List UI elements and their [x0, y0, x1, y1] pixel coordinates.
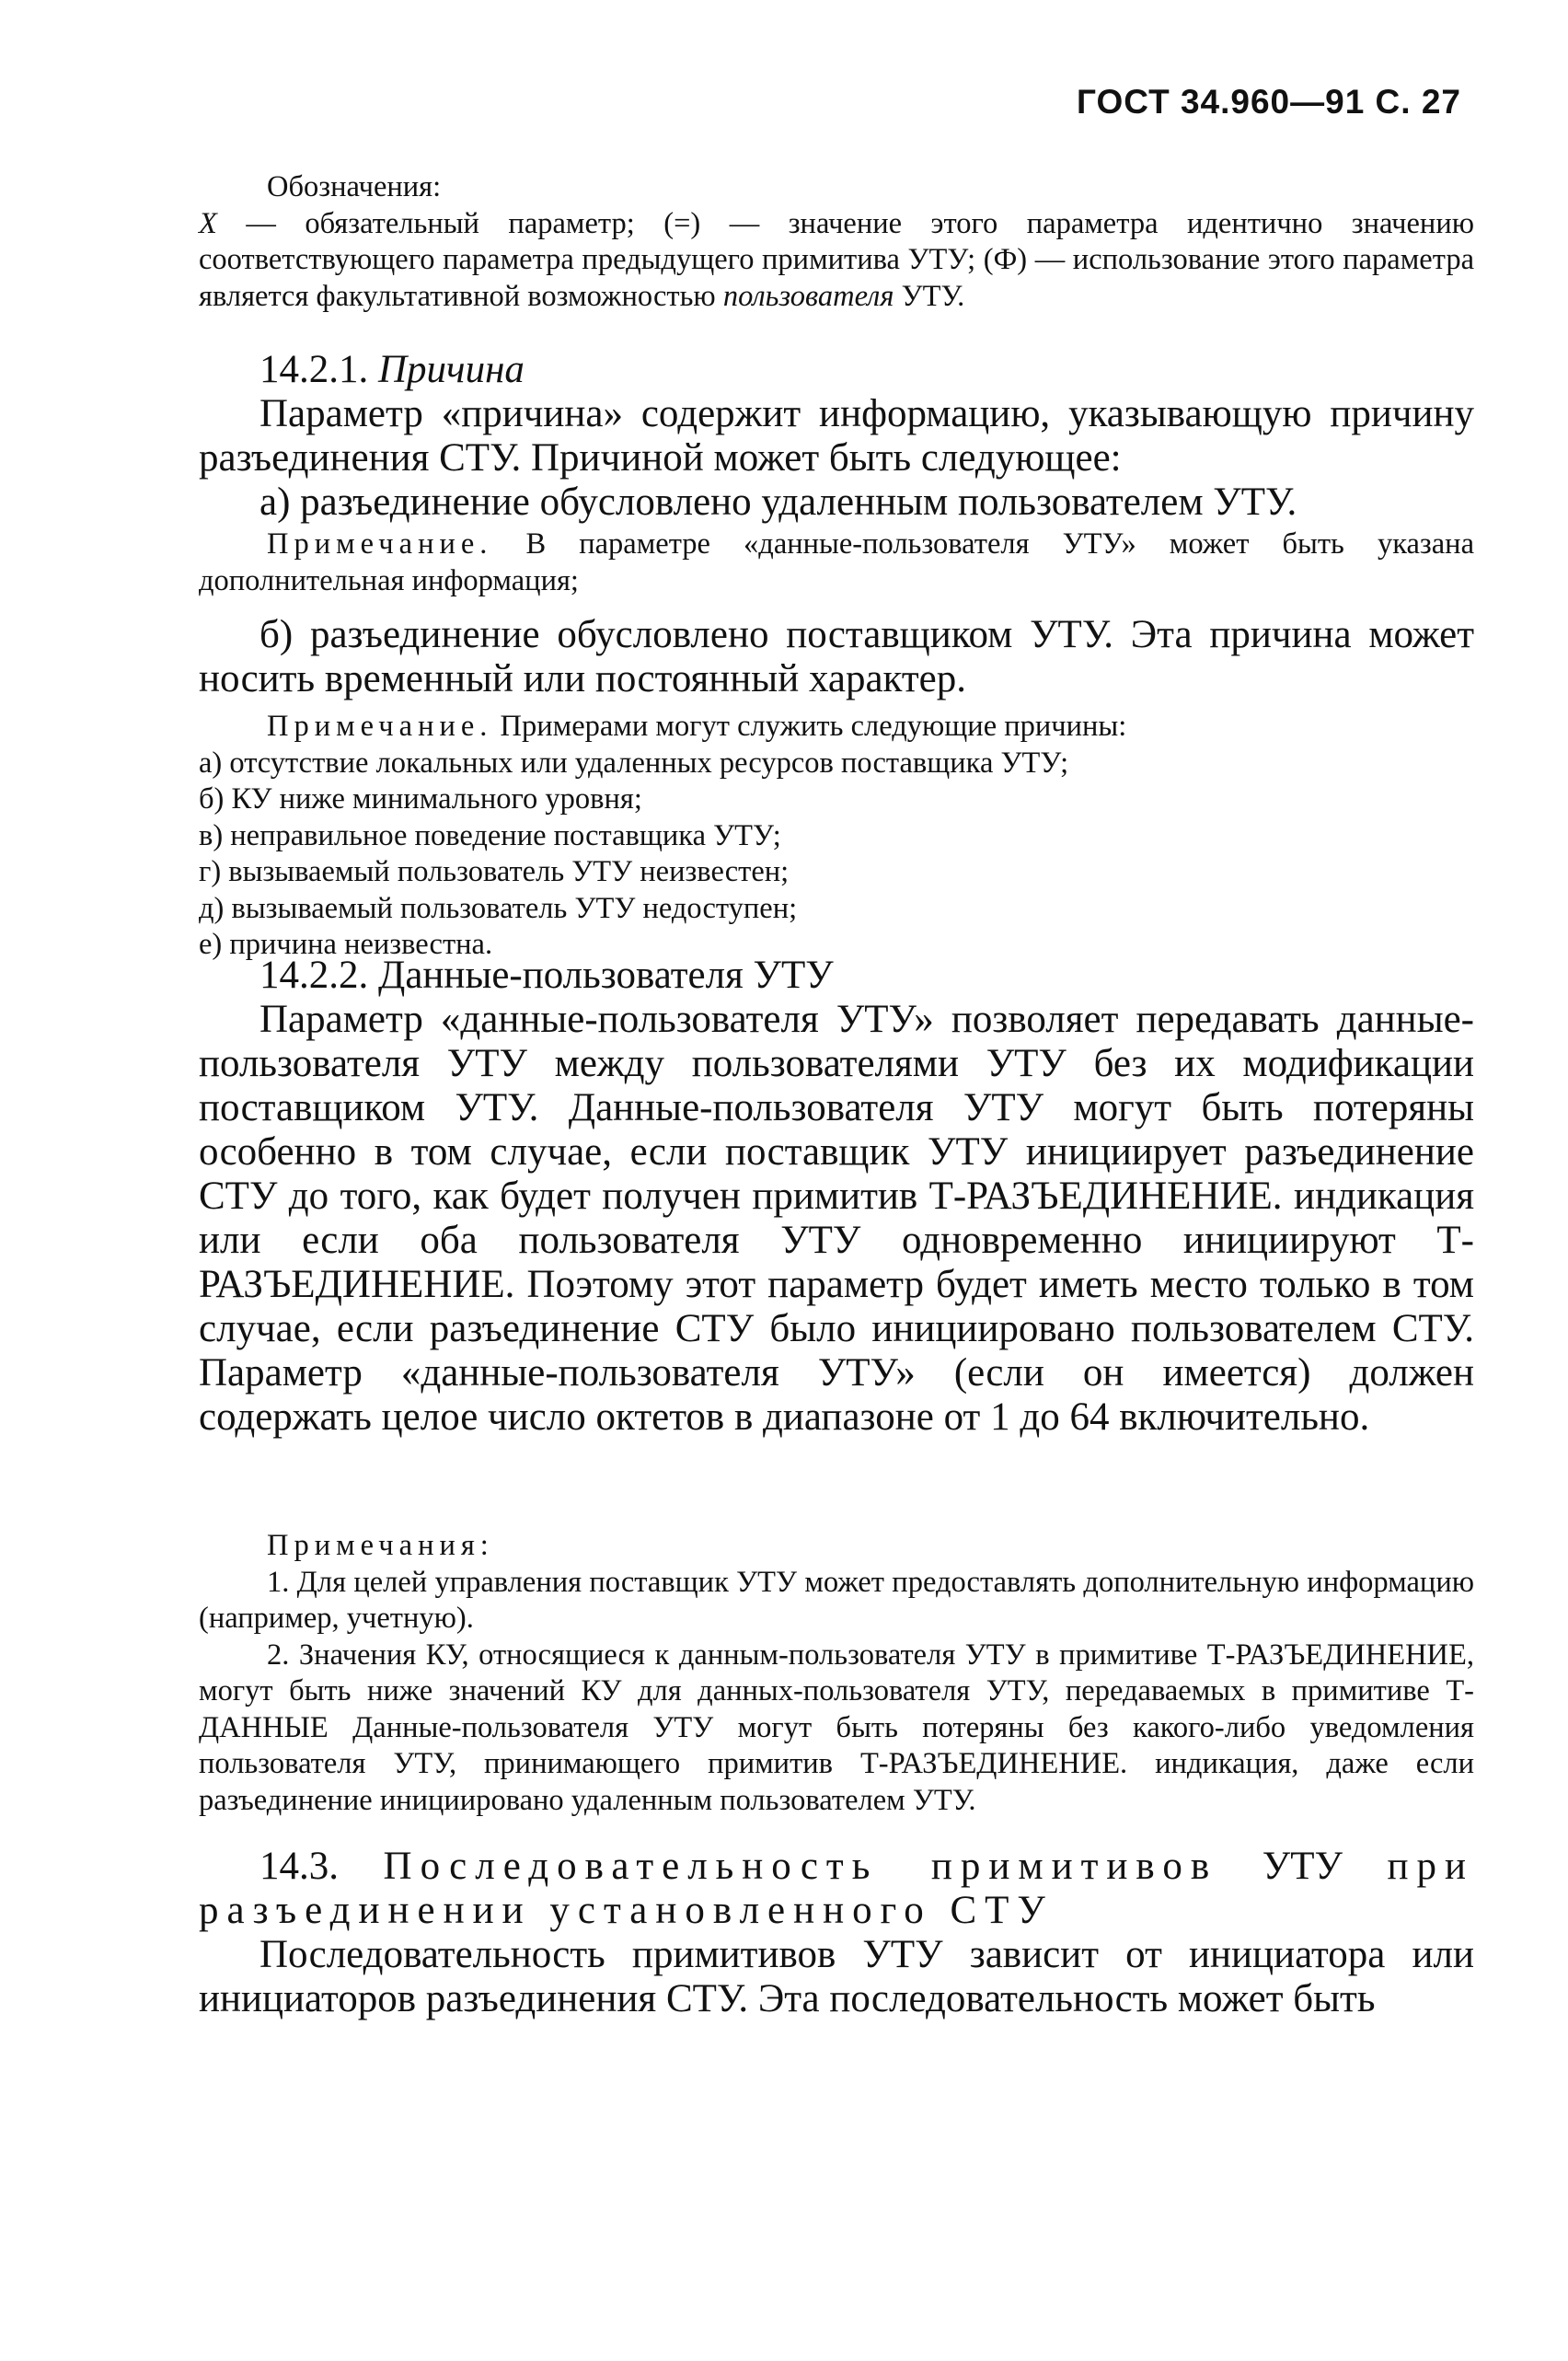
note-text [199, 527, 1474, 599]
section-title: Причина [378, 348, 525, 391]
list-item: д) вызываемый пользователь УТУ недоступен; [199, 891, 798, 925]
paragraph: Последовательность примитивов УТУ зависит от инициатора или инициаторов разъединения СТУ. Эта последовательность может быть [199, 1933, 1474, 2020]
legend-title: Обозначения: [267, 170, 442, 203]
list-item-a: а) разъединение обусловлено удаленным пользователем УТУ. [259, 480, 1297, 524]
section-title-c: при разъединении установленного СТУ [199, 1845, 1475, 1932]
note-body: Примерами могут служить следующие причины: [492, 710, 1127, 743]
legend-text [199, 206, 1474, 316]
notes-block [199, 1528, 1474, 1819]
paragraph: Параметр «причина» содержит информацию, указывающую причину разъединения СТУ. Причиной может быть следующее: [199, 392, 1474, 480]
list-item: б) КУ ниже минимального уровня; [199, 782, 642, 816]
list-item: е) причина неизвестна. [199, 928, 493, 961]
note-body: В параметре «данные-пользователя УТУ» может быть указана дополнительная информация; [199, 527, 1474, 597]
legend-end: УТУ. [894, 279, 965, 313]
legend-x-symbol: X [199, 206, 217, 240]
section-title-b: УТУ [1217, 1845, 1388, 1888]
section-heading [199, 348, 1474, 392]
section-number: 14.3. [259, 1845, 384, 1888]
section-heading: 14.2.2. Данные-пользователя УТУ [259, 954, 834, 997]
note-text [199, 709, 1474, 746]
note-a [199, 527, 1474, 599]
note-2: 2. Значения КУ, относящиеся к данным-пользователя УТУ в примитиве Т-РАЗЪЕДИНЕНИЕ, могут быть ниже значений КУ для данных-пользователя УТУ, передаваемых в примитиве Т-ДАННЫЕ Данные-пользователя УТУ могут быть потеряны без какого-либо уведомления пользователя УТУ, принимающего примитив Т-РАЗЪЕДИНЕНИЕ. индикация, даже если разъединение инициировано удаленным пользователем УТУ. [199, 1638, 1474, 1817]
legend-body: — обязательный параметр; (=) — значение этого параметра идентично значению соответствующего параметра предыдущего примитива УТУ; (Ф) — использование этого параметра является факультативной возможностью [199, 206, 1474, 313]
list-item: в) неправильное поведение поставщика УТУ; [199, 818, 781, 852]
notes-label [199, 1528, 1474, 1565]
list-item: г) вызываемый пользователь УТУ неизвестен; [199, 855, 790, 888]
section-14-3 [199, 1845, 1474, 2021]
legend-italic: пользователя [722, 279, 894, 313]
page-header: ГОСТ 34.960—91 С. 27 [1077, 83, 1461, 121]
section-number: 14.2.1. [259, 348, 378, 391]
reason-list [199, 746, 1474, 964]
note-label: Примечание. [267, 710, 493, 743]
section-heading [199, 1845, 1474, 1933]
list-item: а) отсутствие локальных или удаленных ресурсов поставщика УТУ; [199, 746, 1069, 780]
notes-label-text: Примечания: [267, 1529, 494, 1562]
section-14-2-1 [199, 348, 1474, 525]
legend-block [199, 169, 1474, 315]
paragraph: Параметр «данные-пользователя УТУ» позволяет передавать данные-пользователя УТУ между пользователями УТУ без их модификации поставщиком УТУ. Данные-пользователя УТУ могут быть потеряны особенно в том случае, если поставщик УТУ инициирует разъединение СТУ до того, как будет получен примитив Т-РАЗЪЕДИНЕНИЕ. индикация или если оба пользователя УТУ одновременно инициируют Т-РАЗЪЕДИНЕНИЕ. Поэтому этот параметр будет иметь место только в том случае, если разъединение СТУ было инициировано пользователем СТУ. Параметр «данные-пользователя УТУ» (если он имеется) должен содержать целое число октетов в диапазоне от 1 до 64 включительно. [199, 998, 1474, 1439]
list-item-b: б) разъединение обусловлено поставщиком УТУ. Эта причина может носить временный или постоянный характер. [199, 613, 1474, 700]
note-b [199, 709, 1474, 964]
item-b-block [199, 613, 1474, 701]
note-1: 1. Для целей управления поставщик УТУ может предоставлять дополнительную информацию (например, учетную). [199, 1565, 1474, 1635]
section-14-2-2 [199, 954, 1474, 1440]
note-label: Примечание. [267, 527, 493, 561]
section-title-a: Последовательность примитивов [383, 1845, 1218, 1888]
